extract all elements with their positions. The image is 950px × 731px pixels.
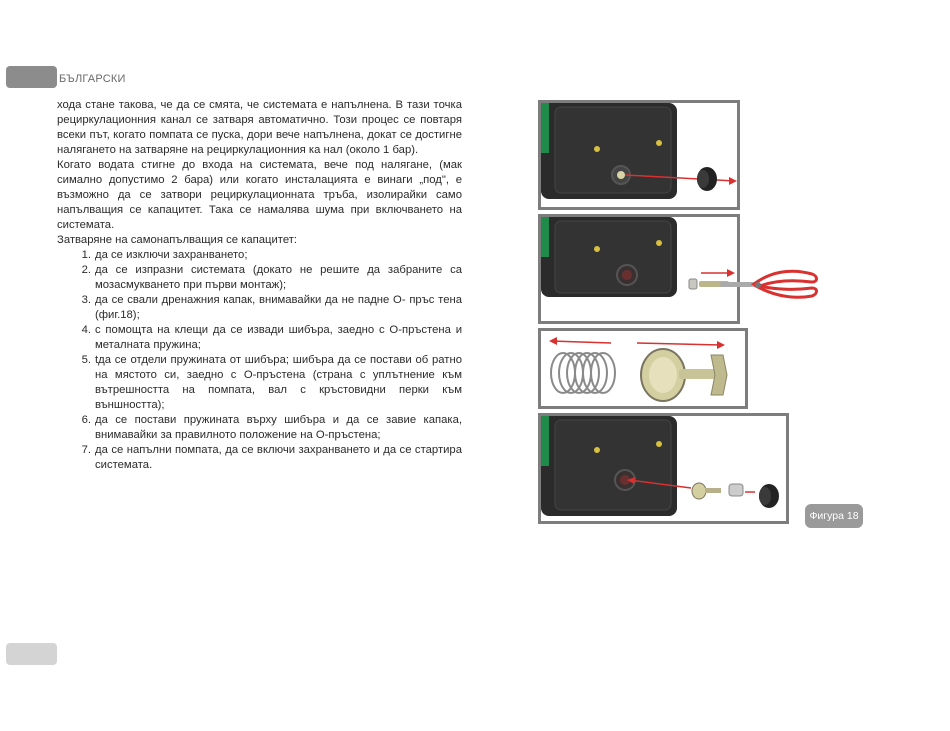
step-text: да се изключи захранването; xyxy=(95,249,248,261)
step-text: да се напълни помпата, да се включи захранването и да се стартира системата. xyxy=(95,444,462,471)
body-text xyxy=(57,98,462,473)
language-tab xyxy=(6,66,57,88)
figure-step-remove-cap xyxy=(538,100,740,210)
step-text: да се свали дренажния капак, внимавайки да не падне О- пръс тена (фиг.18); xyxy=(95,294,462,321)
step-number: 4. xyxy=(81,324,91,336)
list-item xyxy=(57,263,462,293)
list-item xyxy=(57,353,462,413)
step-number: 3. xyxy=(81,294,91,306)
paragraph: Затваряне на самонапълващия се капацитет: xyxy=(57,234,298,246)
list-item xyxy=(57,413,462,443)
figure-step-reassemble xyxy=(538,413,789,524)
step-text: да се постави пружината върху шибъра и да се завие капака, внимавайки за правилното положение на О-пръстена; xyxy=(95,414,462,441)
step-number: 6. xyxy=(81,414,91,426)
list-item xyxy=(57,248,462,263)
figure-step-extract-gate xyxy=(538,214,740,324)
steps-list xyxy=(57,248,462,473)
paragraph: хода стане такова, че да се смята, че системата е напълнена. В тази точка рециркулационния канал се затваря автоматично. Този процес се повтаря всеки път, когато помпата се пуска, дори вече напълнена, докат се достигне налягането на затваряне на рециркулационния ка нал (около 1 бар). xyxy=(57,99,462,156)
step-text: tда се отдели пружината от шибъра; шибъра да се постави об ратно на мястото си, заедно с О-пръстена (страна с уплътнение към вътрешността на помпата, вал с кръстовидни перки към външността); xyxy=(95,354,462,411)
step-number: 5. xyxy=(81,354,91,366)
language-label: БЪЛГАРСКИ xyxy=(59,73,126,85)
paragraph: Когато водата стигне до входа на системата, вече под налягане, (мак симално допустимо 2 бара) или когато инсталацията е винаги „под", е възможно да се затвори рециркулационната тръба, изолирайки само напълващия се капацитет. Така се намалява шума при включването на системата. xyxy=(57,159,462,231)
step-text: да се изпразни системата (докато не решите да забраните са мозасмукването при първи монтаж); xyxy=(95,264,462,291)
step-number: 7. xyxy=(81,444,91,456)
list-item xyxy=(57,293,462,323)
step-text: с помощта на клещи да се извади шибъра, заедно с О-пръстена и металната пружина; xyxy=(95,324,462,351)
figure-step-separate-spring xyxy=(538,328,748,409)
figure-caption: Фигура 18 xyxy=(805,504,863,528)
page-number-tab xyxy=(6,643,57,665)
step-number: 2. xyxy=(81,264,91,276)
step-number: 1. xyxy=(81,249,91,261)
pliers-icon xyxy=(720,262,820,302)
list-item xyxy=(57,323,462,353)
list-item xyxy=(57,443,462,473)
